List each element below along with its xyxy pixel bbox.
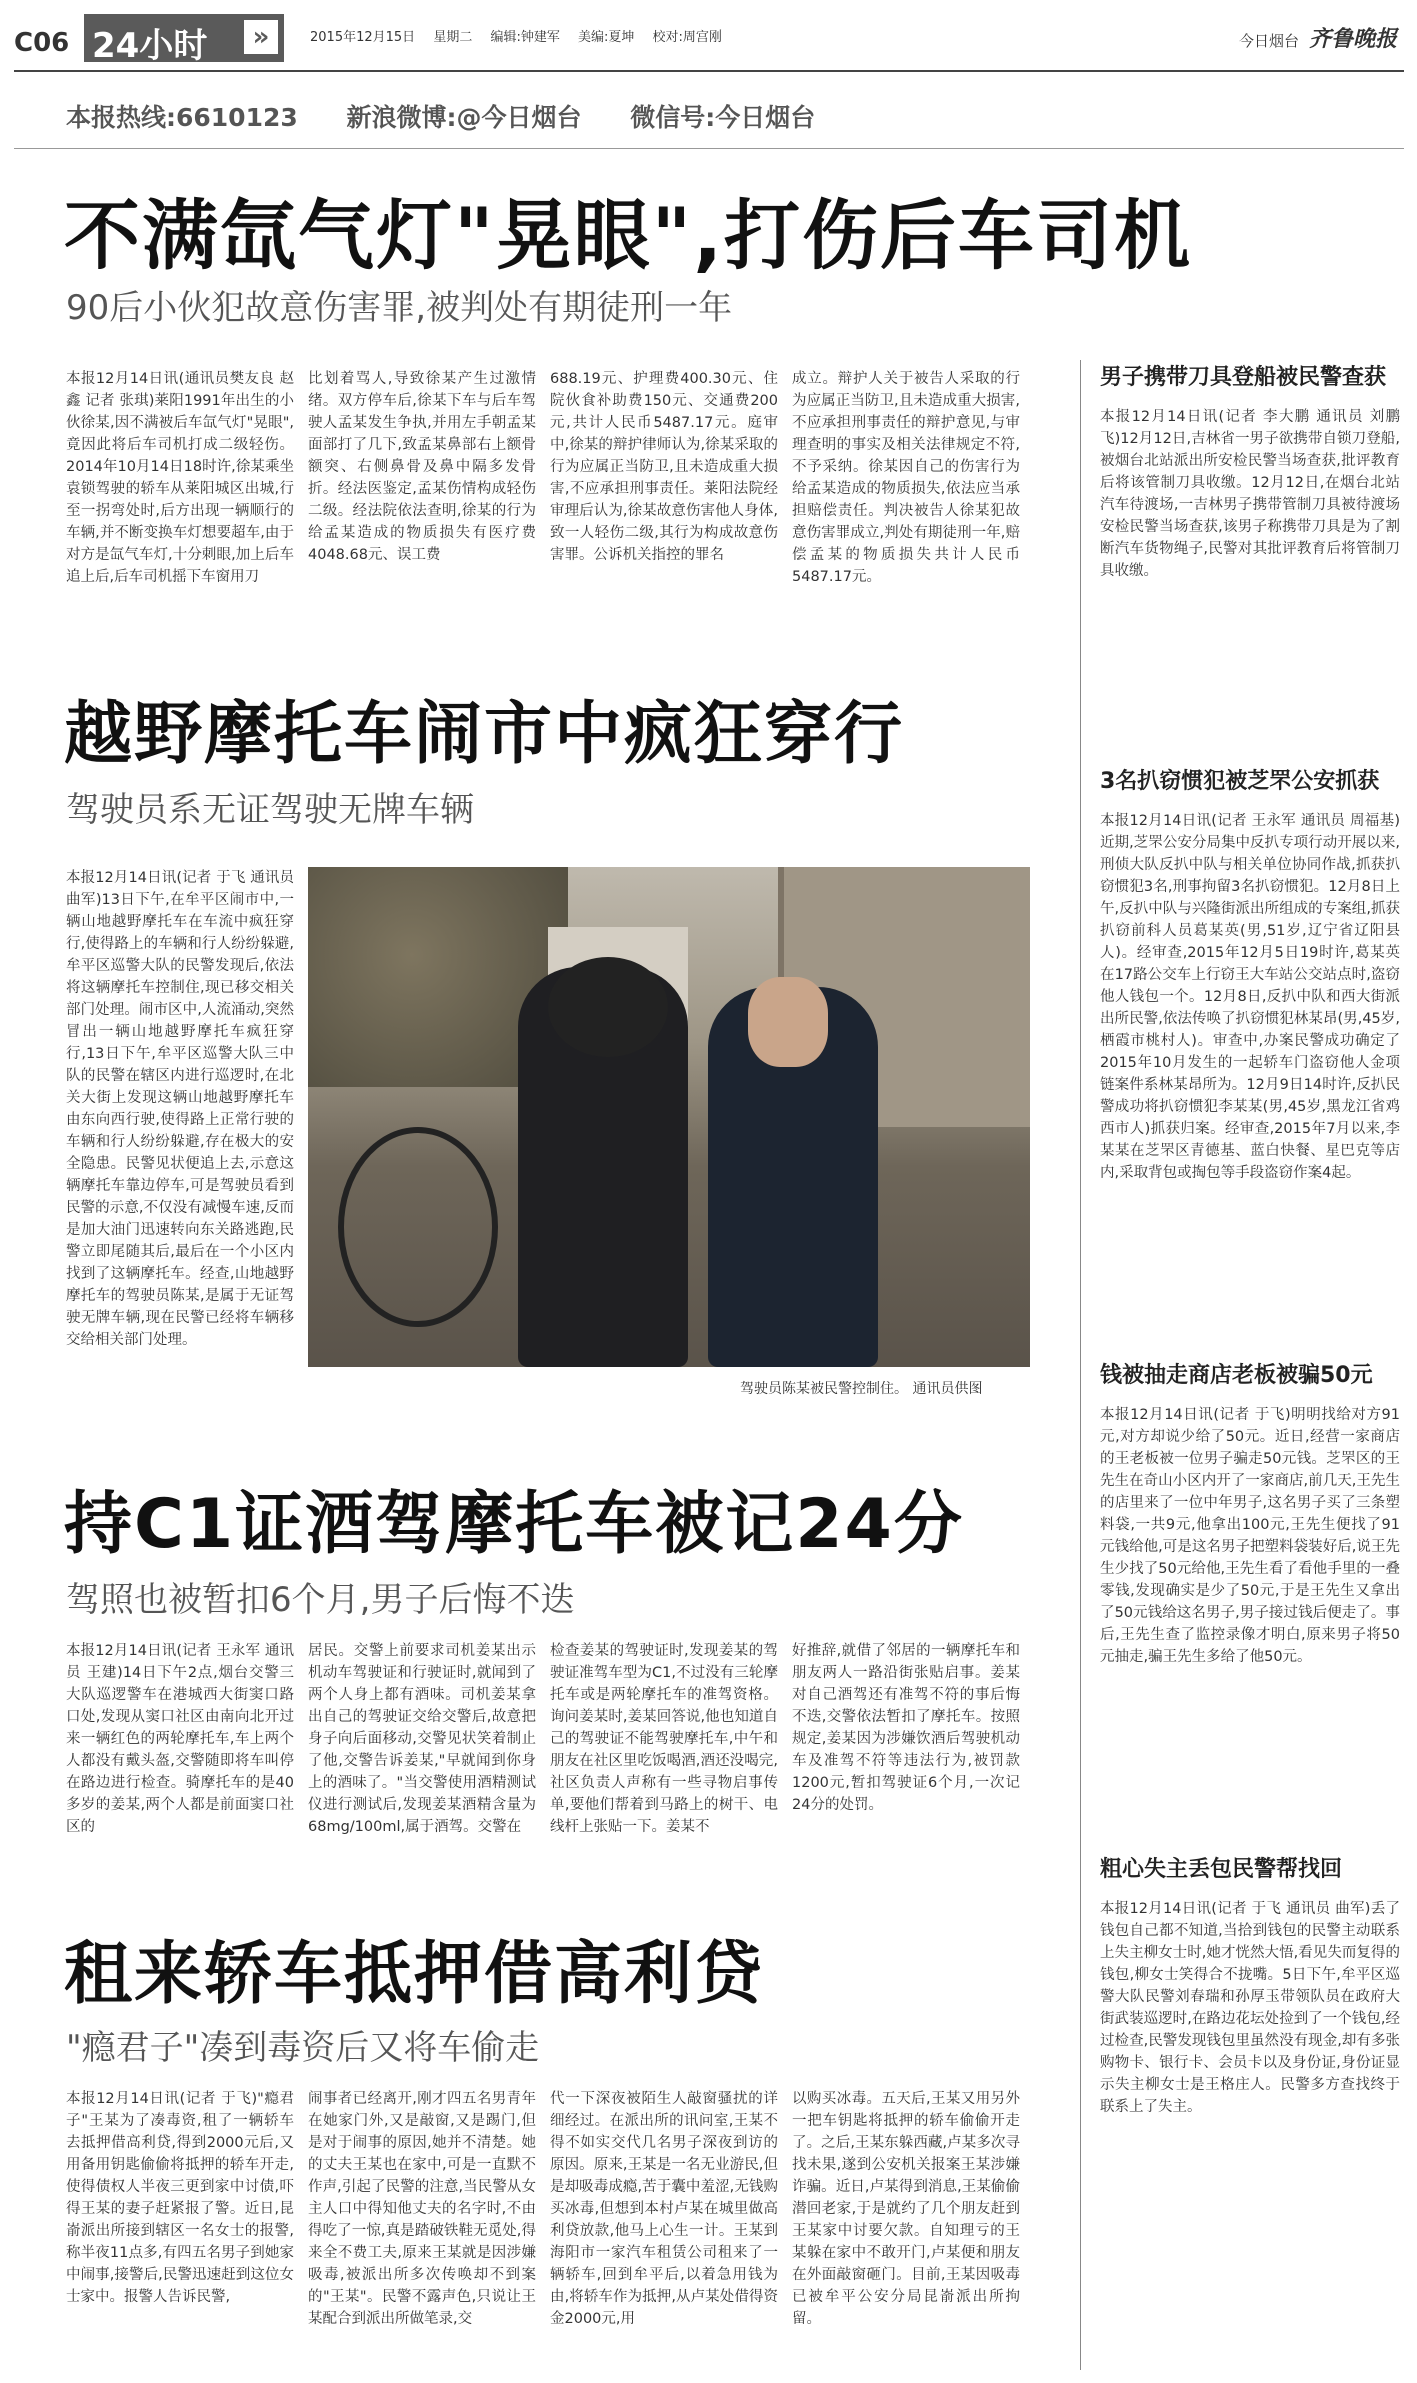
editor: 编辑:钟建军	[490, 30, 560, 45]
hotline-bar	[66, 98, 855, 134]
article-4-col-4: 以购买冰毒。五天后,王某又用另外一把车钥匙将抵押的轿车偷偷开走了。之后,王某东躲西藏,卢某多次寻找未果,遂到公安机关报案王某涉嫌诈骗。近日,卢某得到消息,王某偷偷潜回老家,于是就约了几个朋友赶到王某家中讨要欠款。自知理亏的王某躲在家中不敢开门,卢某便和朋友在外面敲窗砸门。目前,王某因吸毒已被牟平公安分局昆嵛派出所拘留。	[792, 2091, 1020, 2327]
article-1-col-1: 本报12月14日讯(通讯员樊友良 赵鑫 记者 张琪)莱阳1991年出生的小伙徐某,因不满被后车氙气灯"晃眼",竟因此将后车司机打成二级轻伤。2014年10月14日18时许,徐某乘坐袁锁驾驶的轿车从莱阳城区出城,行至一拐弯处时,后方出现一辆顺行的车辆,并不断变换车灯想要超车,由于对方是氙气车灯,十分刺眼,加上后车追上后,后车司机摇下车窗用刀	[66, 371, 294, 585]
article-1-col-4: 成立。辩护人关于被告人采取的行为应属正当防卫,且未造成重大损害,不应承担刑事责任的辩护意见,与审理查明的事实及相关法律规定不符,不予采纳。徐某因自己的伤害行为给孟某造成的物质损失,依法应当承担赔偿责任。判决被告人徐某犯故意伤害罪成立,判处有期徒刑一年,赔偿孟某的物质损失共计人民币5487.17元。	[792, 371, 1020, 585]
sidebar-story-4-body: 本报12月14日讯(记者 于飞 通讯员 曲军)丢了钱包自己都不知道,当拾到钱包的民警主动联系上失主柳女士时,她才恍然大悟,看见失而复得的钱包,柳女士笑得合不拢嘴。5日下午,牟平区巡警大队民警刘春瑞和孙厚玉带领队员在政府大街武装巡逻时,在路边花坛处捡到了一个钱包,经过检查,民警发现钱包里虽然没有现金,却有多张购物卡、银行卡、会员卡以及身份证,身份证显示失主柳女士是王格庄人。民警多方查找终于联系上了失主。	[1100, 1901, 1400, 2115]
sidebar-story-2-body: 本报12月14日讯(记者 王永军 通讯员 周福基)近期,芝罘公安分局集中反扒专项行动开展以来,刑侦大队反扒中队与相关单位协同作战,抓获扒窃惯犯3名,刑事拘留3名扒窃惯犯。12月8日上午,反扒中队与兴隆街派出所组成的专案组,抓获扒窃前科人员葛某英(男,51岁,辽宁省辽阳县人)。经审查,2015年12月5日19时许,葛某英在17路公交车上行窃王大车站公交站点时,盗窃他人钱包一个。12月8日,反扒中队和西大街派出所民警,依法传唤了扒窃惯犯林某昂(男,45岁,栖霞市桃村人)。审查中,办案民警成功确定了2015年10月发生的一起轿车门盗窃他人金项链案件系林某昂所为。12月9日14时许,反扒民警成功将扒窃惯犯李某某(男,45岁,黑龙江省鸡西市人)抓获归案。经审查,2015年7月以来,李某某在芝罘区青德基、蓝白快餐、星巴克等店内,采取背包或掏包等手段盗窃作案4起。	[1100, 813, 1400, 1181]
hotline-rule	[14, 148, 1404, 149]
section-title: 24小时	[84, 14, 284, 62]
article-3-col-1: 本报12月14日讯(记者 王永军 通讯员 王建)14日下午2点,烟台交警三大队巡逻警车在港城西大街窦口路口处,发现从窦口社区由南向北开过来一辆红色的两轮摩托车,车上两个人都没有戴头盔,交警随即将车叫停在路边进行检查。骑摩托车的是40多岁的姜某,两个人都是前面窦口社区的	[66, 1643, 294, 1835]
photo-officer-face	[748, 977, 828, 1067]
photo-motorcycle	[338, 1127, 498, 1327]
article-2-col-1: 本报12月14日讯(记者 于飞 通讯员 曲军)13日下午,在牟平区闹市中,一辆山地越野摩托车在车流中疯狂穿行,使得路上的车辆和行人纷纷躲避,牟平区巡警大队的民警发现后,依法将这辆摩托车控制住,现已移交相关部门处理。闹市区中,人流涌动,突然冒出一辆山地越野摩托车疯狂穿行,13日下午,牟平区巡警大队三中队的民警在辖区内进行巡逻时,在北关大街上发现这辆山地越野摩托车由东向西行驶,使得路上正常行驶的车辆和行人纷纷躲避,存在极大的安全隐患。民警见状便追上去,示意这辆摩托车靠边停车,可是驾驶员看到民警的示意,不仅没有减慢车速,反而是加大油门迅速转向东关路逃跑,民警立即尾随其后,最后在一个小区内找到了这辆摩托车。经查,山地越野摩托车的驾驶员陈某,是属于无证驾驶无牌车辆,现在民警已经将车辆移交给相关部门处理。	[66, 870, 294, 1348]
photo-helmet	[548, 957, 668, 1057]
sidebar-divider	[1080, 360, 1081, 2370]
hotline-wechat: 微信号:今日烟台	[630, 103, 816, 132]
article-3-subhead: 驾照也被暂扣6个月,男子后悔不迭	[66, 1580, 575, 1620]
news-photo	[308, 867, 1030, 1367]
article-3-headline: 持C1证酒驾摩托车被记24分	[64, 1485, 964, 1564]
article-4-col-2: 闹事者已经离开,刚才四五名男青年在她家门外,又是敲窗,又是踢门,但是对于闹事的原因,她并不清楚。她的丈夫王某也在家中,可是一直默不作声,引起了民警的注意,当民警从女主人口中得知他丈夫的名字时,不由得吃了一惊,真是踏破铁鞋无觅处,得来全不费工夫,原来王某就是因涉嫌吸毒,被派出所多次传唤却不到案的"王某"。民警不露声色,只说让王某配合到派出所做笔录,交	[308, 2091, 536, 2327]
art-editor: 美编:夏坤	[578, 30, 635, 45]
edition-label: 今日烟台	[1238, 32, 1299, 50]
article-1-subhead: 90后小伙犯故意伤害罪,被判处有期徒刑一年	[66, 288, 733, 328]
article-4-col-1: 本报12月14日讯(记者 于飞)"瘾君子"王某为了凑毒资,租了一辆轿车去抵押借高利贷,得到2000元后,又用备用钥匙偷偷将抵押的轿车开走,使得债权人半夜三更到家中讨债,吓得王某的妻子赶紧报了警。近日,昆嵛派出所接到辖区一名女士的报警,称半夜11点多,有四五名男子到她家中闹事,接警后,民警迅速赶到这位女士家中。报警人告诉民警,	[66, 2091, 294, 2305]
hotline-phone: 本报热线:6610123	[66, 103, 298, 132]
issue-date: 2015年12月15日	[310, 30, 416, 45]
page-code: C06	[14, 28, 70, 58]
sidebar	[1100, 360, 1400, 2168]
sidebar-story-1-body: 本报12月14日讯(记者 李大鹏 通讯员 刘鹏飞)12月12日,吉林省一男子欲携带自锁刀登船,被烟台北站派出所安检民警当场查获,批评教育后将该管制刀具收缴。12月12日,在烟台北站汽车待渡场,一吉林男子携带管制刀具被待渡场安检民警当场查获,该男子称携带刀具是为了割断汽车货物绳子,民警对其批评教育后将管制刀具收缴。	[1100, 409, 1400, 579]
article-4-headline: 租来轿车抵押借高利贷	[64, 1935, 765, 2014]
sidebar-story-4-title: 粗心失主丢包民警帮找回	[1100, 1857, 1343, 1882]
sidebar-story-3-body: 本报12月14日讯(记者 于飞)明明找给对方91元,对方却说少给了50元。近日,经营一家商店的王老板被一位男子骗走50元钱。芝罘区的王先生在奇山小区内开了一家商店,前几天,王先生的店里来了一位中年男子,这名男子买了三条塑料袋,一共9元,他拿出100元,王先生便找了91元钱给他,可是这名男子把塑料袋装好后,说王先生少找了50元给他,王先生看了看他手里的一叠零钱,发现确实是少了50元,于是王先生又拿出了50元钱给这名男子,男子接过钱后便走了。事后,王先生查了监控录像才明白,原来男子将50元抽走,骗王先生多给了他50元。	[1100, 1407, 1400, 1665]
article-4-subhead: "瘾君子"凑到毒资后又将车偷走	[66, 2028, 540, 2068]
weekday: 星期二	[433, 30, 473, 45]
article-3-col-2: 居民。交警上前要求司机姜某出示机动车驾驶证和行驶证时,就闻到了两个人身上都有酒味。司机姜某拿出自己的驾驶证交给交警后,故意把身子向后面移动,交警见状笑着制止了他,交警告诉姜某,"早就闻到你身上的酒味了。"当交警使用酒精测试仪进行测试后,发现姜某酒精含量为68mg/100ml,属于酒驾。交警在	[308, 1643, 536, 1835]
article-2-subhead: 驾驶员系无证驾驶无牌车辆	[66, 790, 474, 830]
article-2-headline: 越野摩托车闹市中疯狂穿行	[64, 695, 905, 774]
sidebar-story-2	[1100, 764, 1400, 1330]
article-3-col-3: 检查姜某的驾驶证时,发现姜某的驾驶证准驾车型为C1,不过没有三轮摩托车或是两轮摩托车的准驾资格。询问姜某时,姜某回答说,他也知道自己的驾驶证不能驾驶摩托车,中午和朋友在社区里吃饭喝酒,酒还没喝完,社区负责人声称有一些寻物启事传单,要他们帮着到马路上的树干、电线杆上张贴一下。姜某不	[550, 1643, 778, 1835]
sidebar-story-3-title: 钱被抽走商店老板被骗50元	[1100, 1363, 1373, 1388]
article-3-col-4: 好推辞,就借了邻居的一辆摩托车和朋友两人一路沿街张贴启事。姜某对自己酒驾还有准驾不符的事后悔不迭,交警依法暂扣了摩托车。按照规定,姜某因为涉嫌饮酒后驾驶机动车及准驾不符等违法行为,被罚款1200元,暂扣驾驶证6个月,一次记24分的处罚。	[792, 1643, 1020, 1813]
header-rule	[14, 70, 1404, 72]
article-4-col-3: 代一下深夜被陌生人敲窗骚扰的详细经过。在派出所的讯问室,王某不得不如实交代几名男子深夜到访的原因。原来,王某是一名无业游民,但是却吸毒成瘾,苦于囊中羞涩,无钱购买冰毒,但想到本村卢某在城里做高利贷放款,他马上心生一计。王某到海阳市一家汽车租赁公司租来了一辆轿车,回到牟平后,以着急用钱为由,将轿车作为抵押,从卢某处借得资金2000元,用	[550, 2091, 778, 2327]
sidebar-story-3	[1100, 1358, 1400, 1824]
header-meta	[310, 26, 736, 45]
article-1-col-3: 688.19元、护理费400.30元、住院伙食补助费150元、交通费200元,共计人民币5487.17元。庭审中,徐某的辩护律师认为,徐某采取的行为应属正当防卫,且未造成重大损害,不应承担刑事责任。莱阳法院经审理后认为,徐某故意伤害他人身体,致一人轻伤二级,其行为构成故意伤害罪。公诉机关指控的罪名	[550, 371, 778, 563]
article-1-col-2: 比划着骂人,导致徐某产生过激情绪。双方停车后,徐某下车与后车驾驶人孟某发生争执,并用左手朝孟某面部打了几下,致孟某鼻部右上额骨额突、右侧鼻骨及鼻中隔多发骨折。经法医鉴定,孟某伤情构成轻伤二级。经法院依法查明,徐某的行为给孟某造成的物质损失有医疗费4048.68元、误工费	[308, 371, 536, 563]
section-arrow-icon: »	[244, 20, 278, 54]
article-1-headline: 不满氙气灯"晃眼",打伤后车司机	[64, 191, 1193, 280]
proofreader: 校对:周宫刚	[652, 30, 722, 45]
sidebar-story-1-title: 男子携带刀具登船被民警查获	[1100, 365, 1387, 390]
brand-logo: 齐鲁晚报	[1308, 26, 1397, 52]
sidebar-story-2-title: 3名扒窃惯犯被芝罘公安抓获	[1100, 769, 1380, 794]
sidebar-story-1	[1100, 360, 1400, 736]
header-right	[1239, 22, 1397, 53]
sidebar-story-4	[1100, 1852, 1400, 2168]
hotline-weibo: 新浪微博:@今日烟台	[346, 103, 582, 132]
photo-caption: 驾驶员陈某被民警控制住。 通讯员供图	[740, 1381, 983, 1397]
